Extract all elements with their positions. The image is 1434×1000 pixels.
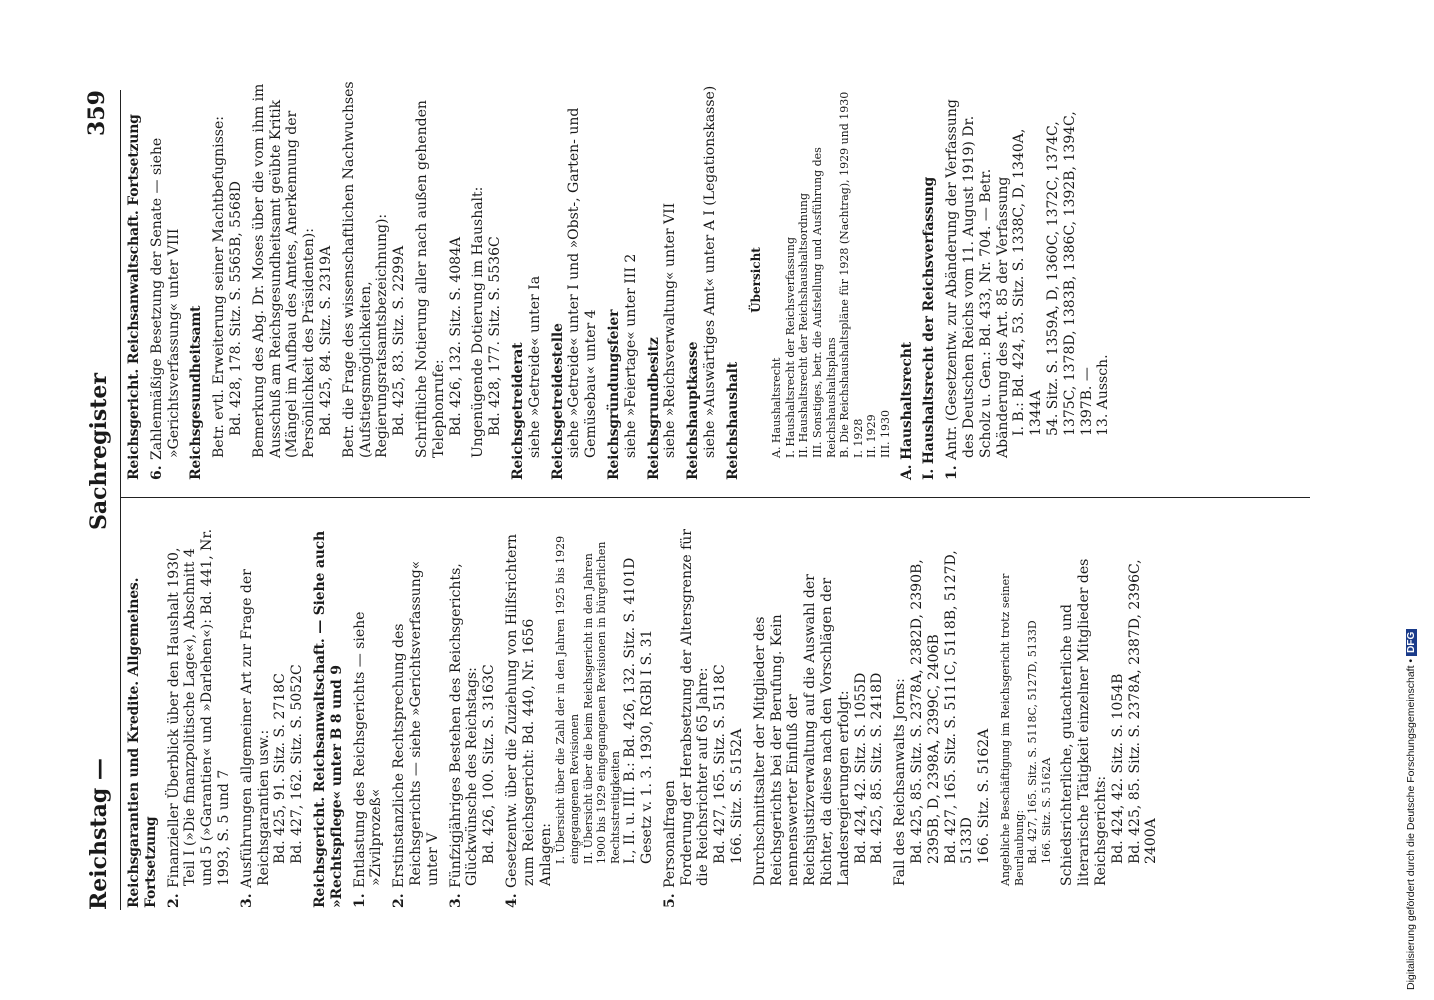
header-section-title: Sachregister	[86, 373, 112, 530]
index-entry	[892, 528, 993, 908]
overview-item: B. Die Reichshaushaltspläne für 1928 (Nachtrag), 1929 und 1930	[838, 91, 852, 458]
entry-crossref: siehe »Getreide« unter I und »Obst-, Garten- und Gemüsebau« unter 4	[566, 107, 600, 458]
index-entry	[211, 80, 245, 480]
numbered-item	[944, 80, 1011, 480]
appendix-item: II. Übersicht über die beim Reichsgericht in den Jahren 1900 bis 1929 eingegangenen Revisionen in bürgerlichen Rechtsstreitigkeiten	[581, 541, 622, 864]
entry-title: Reichsgericht. Reichsanwaltschaft. — Siehe auch »Rechtspflege« unter B 8 und 9	[311, 531, 345, 908]
overview-item: II. 1929	[865, 414, 879, 458]
numbered-item	[391, 528, 441, 908]
index-entry	[470, 80, 504, 480]
index-entry	[149, 80, 183, 480]
index-entry	[770, 80, 892, 480]
item-text: Gesetzentw. über die Zuziehung von Hilfsrichtern zum Reichsgericht: Bd. 440, Nr. 1656	[503, 534, 537, 888]
index-entry	[126, 80, 143, 480]
entry-subtext: Forderung der Herabsetzung der Altersgrenze für die Reichsrichter auf 65 Jahre:	[678, 529, 712, 886]
reference: Bd. 425, 85. Sitz. S. 2378A, 2382D, 2390B, 2395B, D, 2398A, 2399C, 2406B	[909, 559, 942, 864]
reference: Bd. 425, 83. Sitz. S. 2299A	[391, 245, 408, 436]
entry-title: Reichsgrundbesitz	[645, 337, 662, 480]
item-number: 3.	[447, 893, 464, 908]
item-number: 1.	[351, 893, 368, 908]
reference: Bd. 426, 132. Sitz. S. 4084A	[447, 236, 464, 436]
entry-title: I. Haushaltsrecht der Reichsverfassung	[921, 176, 938, 480]
entry-paragraph: Schiedsrichterliche, gutachterliche und literarische Tätigkeit einzelner Mitglieder des Reichsgerichts:	[1059, 558, 1109, 886]
numbered-item	[166, 528, 233, 908]
reference: I. B.: Bd. 424, 53. Sitz. S. 1338C, D, 1340A, 1344A	[1011, 128, 1045, 436]
item-number: 1.	[944, 465, 961, 480]
numbered-item	[448, 528, 482, 908]
reference: Bd. 424, 42. Sitz. S. 1055D	[852, 672, 869, 864]
index-entry	[662, 528, 746, 908]
overview-item: A. Haushaltsrecht	[770, 357, 784, 458]
reference: Bd. 428, 177. Sitz. S. 5536C	[487, 236, 504, 436]
entry-paragraph: Fall des Reichsanwalts Jorns:	[892, 678, 909, 886]
overview-item: II. Haushaltsrecht der Reichshaushaltsordnung	[797, 192, 811, 458]
index-entry	[166, 528, 233, 908]
item-text: Entlastung des Reichsgerichts — siehe »Zivilprozeß«	[351, 611, 385, 888]
header-left: Reichstag —	[86, 758, 112, 910]
entry-note: Angebliche Beschäftigung im Reichsgericht trotz seiner Beurlaubung:	[999, 573, 1026, 886]
overview-item: I. 1928	[851, 418, 865, 458]
index-entry	[510, 80, 544, 480]
right-column	[126, 80, 1118, 480]
item-text: Zahlenmäßige Besetzung der Senate — siehe »Gerichtsverfassung« unter VIII	[148, 137, 182, 460]
reference: Bd. 426, 100. Sitz. S. 3163C	[481, 664, 498, 864]
entry-subtext: Anlagen:	[537, 823, 554, 886]
entry-title: Reichsgarantien und Kredite. Allgemeines. Fortsetzung	[126, 577, 159, 908]
item-number: 3.	[238, 893, 255, 908]
entry-crossref: siehe »Auswärtiges Amt« unter A I (Legationskasse)	[701, 85, 718, 458]
index-entry	[646, 80, 680, 480]
index-entry	[504, 528, 656, 908]
column-divider	[120, 497, 1310, 498]
reference: Gesetz v. 1. 3. 1930, RGBl I S. 31	[639, 629, 656, 864]
reference: 166. Sitz. S. 5162A	[976, 728, 993, 864]
index-entry	[352, 528, 386, 908]
overview-heading: Übersicht	[748, 247, 763, 313]
overview-item: III. 1930	[879, 409, 893, 458]
index-entry	[188, 80, 205, 480]
dfg-logo: DFG	[1406, 629, 1417, 656]
index-entry	[391, 528, 441, 908]
entry-paragraph: Betr. die Frage des wissenschaftlichen Nachwuchses (Aufstiegsmöglichkeiten, Regierungsratsamtsbezeichnung):	[340, 81, 391, 458]
entry-paragraph: Schriftliche Notierung aller nach außen gehenden Telephonrufe:	[413, 100, 447, 458]
funding-note	[1405, 10, 1427, 990]
item-text: Finanzieller Überblick über den Haushalt 1930, Teil I (»Die finanzpolitische Lage«), Abschnitt 4 und 5 (»Garantien« und »Darlehen«): Bd. 441, Nr. 1993, S. 5 und 7	[165, 528, 232, 888]
item-text: Fünfzigjähriges Bestehen des Reichsgerichts, Glückwünsche des Reichstags:	[447, 563, 481, 888]
reference: Bd. 427, 165. Sitz. S. 5118C	[712, 664, 729, 864]
entry-title: Reichshauptkasse	[685, 341, 702, 480]
overview-item: III. Sonstiges, betr. die Aufstellung und Ausführung des Reichshaushaltsplans	[811, 147, 838, 458]
numbered-item	[149, 80, 183, 480]
index-entry	[239, 528, 306, 908]
index-entry	[752, 528, 886, 908]
reference: 166. Sitz. S. 5162A	[1039, 757, 1053, 864]
item-number: 4.	[503, 893, 520, 908]
entry-title: Reichsgericht. Reichsanwaltschaft. Fortsetzung	[126, 114, 142, 480]
index-entry	[685, 80, 719, 480]
index-entry	[126, 528, 160, 908]
numbered-item	[662, 528, 679, 908]
reference: 54. Sitz. S. 1359A, D, 1360C, 1372C, 1374C, 1375C, 1378D, 1383B, 1386C, 1392B, 1394C, 1397B. —	[1045, 111, 1095, 436]
reference: Bd. 428, 178. Sitz. S. 5565B, 5568D	[227, 180, 244, 436]
entry-crossref: siehe »Reichsverwaltung« unter VII	[662, 202, 679, 458]
index-entry	[341, 80, 408, 480]
entry-paragraph: Betr. evtl. Erweiterung seiner Machtbefugnisse:	[211, 116, 228, 458]
index-entry	[1059, 528, 1160, 908]
appendix-item: I. Übersicht über die Zahl der in den Jahren 1925 bis 1929 eingegangenen Revisionen	[554, 535, 581, 864]
reference: Bd. 425, 91. Sitz. S. 2718C	[272, 673, 289, 864]
entry-paragraph: Bemerkung des Abg. Dr. Moses über die vom ihm im Ausschuß am Reichsgesundheitsamt geübte Kritik (Mängel im Aufbau des Amtes, Anerkennung der Persönlichkeit des Präsidenten):	[250, 83, 318, 458]
reference: Bd. 427, 165. Sitz. S. 5111C, 5118B, 5127D, 5133D	[942, 550, 976, 864]
numbered-item	[504, 528, 538, 908]
entry-crossref: siehe »Feiertage« unter III 2	[622, 253, 639, 458]
numbered-item	[352, 528, 386, 908]
index-entry	[921, 80, 938, 480]
reference: 166. Sitz. S. 5152A	[729, 728, 746, 864]
entry-paragraph: Ungenügende Dotierung im Haushalt:	[470, 186, 487, 458]
index-entry	[606, 80, 640, 480]
entry-paragraph: Durchschnittsalter der Mitglieder des Reichsgerichts bei der Berufung. Kein nennenswerter Einfluß der Reichsjustizverwaltung auf die Auswahl der Richter, da diese nach den Vorschlägen der Landesregierungen erfolgt:	[751, 574, 852, 886]
reference: I., II. u. III. B.: Bd. 426, 132. Sitz. S. 4101D	[622, 557, 639, 864]
reference: Bd. 424, 42. Sitz. S. 1054B	[1109, 673, 1126, 864]
index-entry	[414, 80, 464, 480]
reference: Bd. 427, 162. Sitz. S. 5052C	[289, 664, 306, 864]
item-number: 2.	[391, 893, 408, 908]
item-number: 6.	[148, 465, 165, 480]
index-entry	[725, 80, 742, 480]
item-text: Personalfragen	[661, 780, 678, 888]
item-number: 2.	[165, 893, 182, 908]
item-text: Ausführungen allgemeiner Art zur Frage der Reichsgarantien usw.:	[238, 569, 272, 888]
reference: Bd. 425, 85. Sitz. S. 2418D	[869, 672, 886, 864]
item-text: Erstinstanzliche Rechtsprechung des Reichsgerichts — siehe »Gerichtsverfassung« unter V	[391, 560, 441, 888]
reference: Bd. 425, 84. Sitz. S. 2319A	[317, 245, 334, 436]
index-entry	[448, 528, 498, 908]
header-rule	[120, 90, 121, 910]
index-entry	[251, 80, 335, 480]
entry-title: Reichsgetreiderat	[509, 342, 526, 480]
index-entry	[899, 80, 916, 480]
overview-item: I. Haushaltsrecht der Reichsverfassung	[783, 237, 797, 458]
index-entry	[944, 80, 1112, 480]
entry-title: Reichsgetreidestelle	[549, 323, 566, 480]
numbered-item	[239, 528, 273, 908]
index-entry	[748, 80, 765, 480]
entry-crossref: siehe »Getreide« unter Ia	[526, 275, 543, 458]
running-header	[82, 90, 122, 910]
entry-title: Reichshaushalt	[724, 362, 741, 480]
page-number: 359	[84, 90, 110, 136]
reference: Bd. 425, 85. Sitz. S. 2378A, 2387D, 2396C, 2400A	[1126, 559, 1160, 864]
index-entry	[999, 528, 1053, 908]
index-entry	[550, 80, 600, 480]
reference: Bd. 427, 165. Sitz. S. 5118C, 5127D, 5133D	[1026, 620, 1040, 864]
entry-title: Reichsgesundheitsamt	[188, 305, 205, 480]
left-column	[126, 528, 1166, 908]
entry-title: A. Haushaltsrecht	[898, 342, 915, 480]
item-text: Antr. (Gesetzentw. zur Abänderung der Verfassung des Deutschen Reichs vom 11. August 1919) Dr. Scholz u. Gen.: Bd. 433, Nr. 704. — Betr. Abänderung des Art. 85 der Verfassung	[944, 99, 1011, 460]
entry-title: Reichsgründungsfeier	[605, 309, 622, 480]
item-number: 5.	[661, 893, 678, 908]
funding-note-text: Digitalisierung gefördert durch die Deutsche Forschungsgemeinschaft •	[1405, 658, 1417, 990]
reference: 13. Aussch.	[1095, 354, 1112, 436]
index-entry	[312, 528, 346, 908]
